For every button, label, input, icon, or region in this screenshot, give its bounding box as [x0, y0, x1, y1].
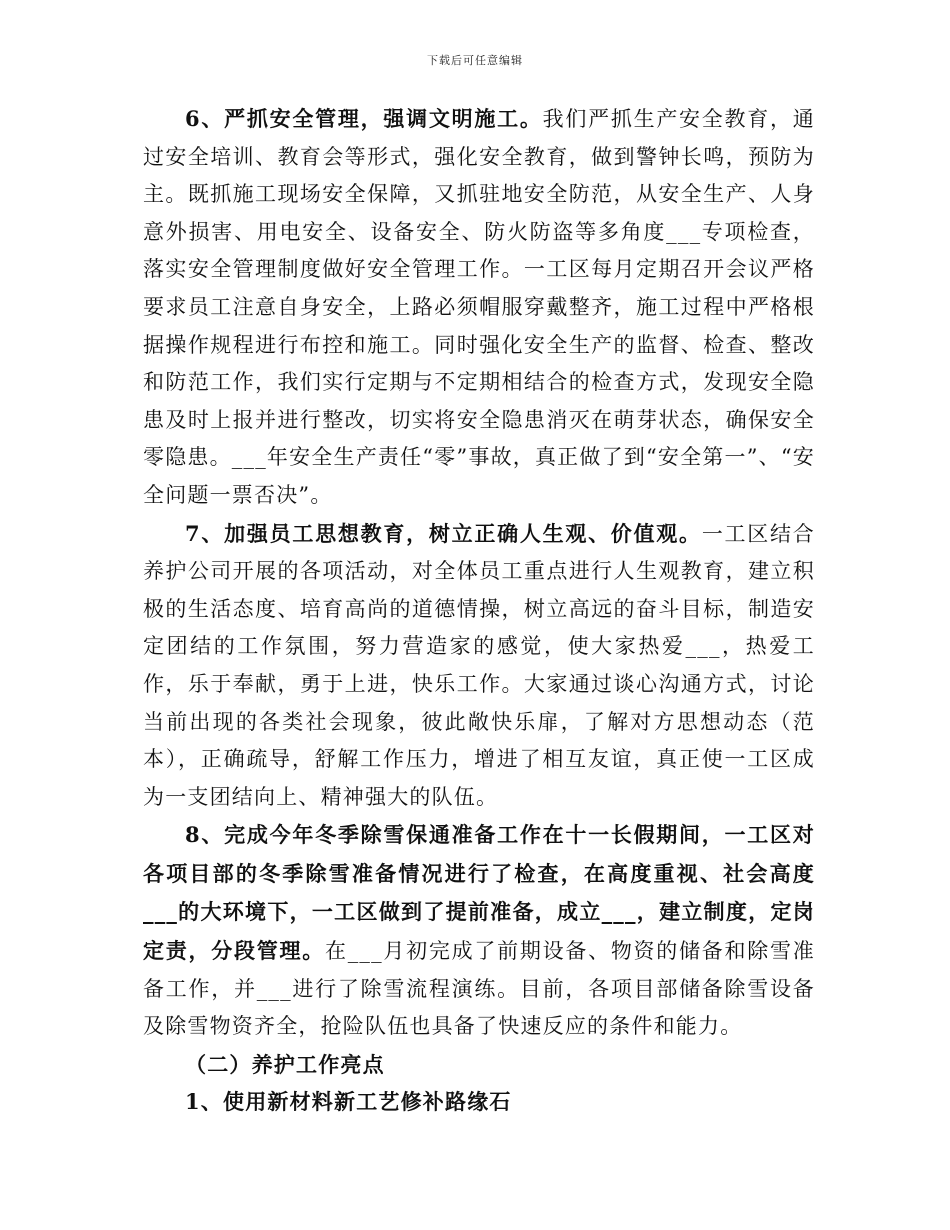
sub-heading: 1、使用新材料新工艺修补路缘石	[185, 1089, 512, 1115]
paragraph-text: 在___月初完成了前期设备、物资的储备和除雪准备工作，并___进行了除雪流程演练。目前，各项目部储备除雪设备及除雪物资齐全，抢险队伍也具备了快速反应的条件和能力。	[143, 939, 815, 1039]
paragraph-lead: 8、完成今年冬季除雪保通准备工作在十一长假期间，一工区对各项目部的冬季除雪准备情况进行了检查，在高度重视、社会高度___的大环境下，一工区做到了提前准备，成立___，建立制度，定岗定责，分段管理。	[143, 822, 815, 964]
paragraph-snow-removal	[143, 816, 815, 1046]
paragraph-text: 我们严抓生产安全教育，通过安全培训、教育会等形式，强化安全教育，做到警钟长鸣，预防为主。既抓施工现场安全保障，又抓驻地安全防范，从安全生产、人身意外损害、用电安全、设备安全、防火防盗等多角度___专项检查，落实安全管理制度做好安全管理工作。一工区每月定期召开会议严格要求员工注意自身安全，上路必须帽服穿戴整齐，施工过程中严格根据操作规程进行布控和施工。同时强化安全生产的监督、检查、整改和防范工作，我们实行定期与不定期相结合的检查方式，发现安全隐患及时上报并进行整改，切实将安全隐患消灭在萌芽状态，确保安全零隐患。___年安全生产责任“零”事故，真正做了到“安全第一”、“安全问题一票否决”。	[143, 107, 815, 507]
document-body	[143, 100, 815, 1121]
paragraph-lead: 6、严抓安全管理，强调文明施工。	[185, 106, 543, 131]
paragraph-text: 一工区结合养护公司开展的各项活动，对全体员工重点进行人生观教育，建立积极的生活态度、培育高尚的道德情操，树立高远的奋斗目标，制造安定团结的工作氛围，努力营造家的感觉，使大家热爱___，热爱工作，乐于奉献，勇于上进，快乐工作。大家通过谈心沟通方式，讨论当前出现的各类社会现象，彼此敞快乐扉，了解对方思想动态（范本），正确疏导，舒解工作压力，增进了相互友谊，真正使一工区成为一支团结向上、精神强大的队伍。	[143, 521, 816, 809]
paragraph-education	[143, 515, 815, 817]
header-note: 下载后可任意编辑	[427, 54, 523, 67]
section-heading: （二）养护工作亮点	[185, 1051, 385, 1077]
paragraph-safety	[143, 100, 815, 515]
paragraph-lead: 7、加强员工思想教育，树立正确人生观、价值观。	[185, 520, 702, 546]
